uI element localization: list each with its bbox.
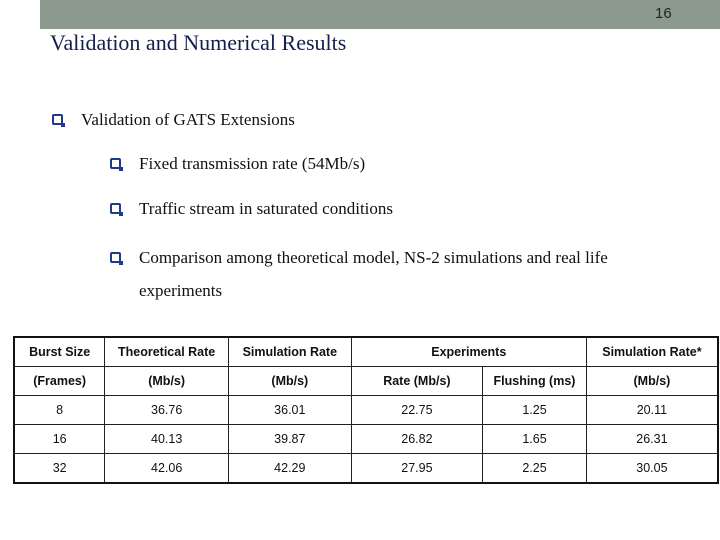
- table-row: [14, 396, 718, 425]
- header-exp-rate: Rate (Mb/s): [351, 367, 482, 396]
- table-cell: 36.01: [228, 396, 351, 425]
- header-experiments: Experiments: [351, 337, 586, 367]
- header-simulation-rate: Simulation Rate: [228, 337, 351, 367]
- table-cell: 40.13: [105, 425, 229, 454]
- results-table: [13, 336, 719, 484]
- bullet-sub-2: [110, 199, 393, 219]
- checkbox-bullet-icon: [110, 203, 121, 214]
- bullet-sub-2-text: Traffic stream in saturated conditions: [139, 199, 394, 218]
- header-theoretical-unit: (Mb/s): [105, 367, 229, 396]
- table-cell: 26.82: [351, 425, 482, 454]
- table-cell: 8: [14, 396, 105, 425]
- bullet-sub-3-text: Comparison among theoretical model, NS-2 simulations and real life experiments: [139, 248, 608, 300]
- table-cell: 42.06: [105, 454, 229, 484]
- table-cell: 2.25: [483, 454, 587, 484]
- top-bar: [0, 0, 720, 29]
- top-bar-accent: [0, 0, 40, 29]
- table-cell: 42.29: [228, 454, 351, 484]
- checkbox-bullet-icon: [110, 158, 121, 169]
- table-cell: 20.11: [586, 396, 718, 425]
- bullet-sub-1-text: Fixed transmission rate (54Mb/s): [139, 154, 366, 173]
- header-burst-size: Burst Size: [14, 337, 105, 367]
- header-simulation-unit: (Mb/s): [228, 367, 351, 396]
- table-header-row: [14, 367, 718, 396]
- header-theoretical-rate: Theoretical Rate: [105, 337, 229, 367]
- table-cell: 27.95: [351, 454, 482, 484]
- bullet-sub-1: [110, 154, 365, 174]
- bullet-main-text: Validation of GATS Extensions: [81, 110, 295, 129]
- bullet-main: [52, 110, 295, 130]
- table-cell: 22.75: [351, 396, 482, 425]
- table-cell: 36.76: [105, 396, 229, 425]
- slide-title: Validation and Numerical Results: [50, 30, 347, 55]
- table-header-row: [14, 337, 718, 367]
- table-cell: 16: [14, 425, 105, 454]
- table-cell: 26.31: [586, 425, 718, 454]
- header-simulation-rate-star: Simulation Rate*: [586, 337, 718, 367]
- checkbox-bullet-icon: [110, 252, 121, 263]
- page-number: 16: [655, 5, 672, 22]
- table-cell: 1.65: [483, 425, 587, 454]
- header-exp-flushing: Flushing (ms): [483, 367, 587, 396]
- table-row: [14, 425, 718, 454]
- bullet-sub-3: [110, 241, 670, 307]
- table-row: [14, 454, 718, 484]
- table-cell: 30.05: [586, 454, 718, 484]
- table-cell: 39.87: [228, 425, 351, 454]
- header-simulation-star-unit: (Mb/s): [586, 367, 718, 396]
- checkbox-bullet-icon: [52, 114, 63, 125]
- table-cell: 1.25: [483, 396, 587, 425]
- header-burst-unit: (Frames): [14, 367, 105, 396]
- table-cell: 32: [14, 454, 105, 484]
